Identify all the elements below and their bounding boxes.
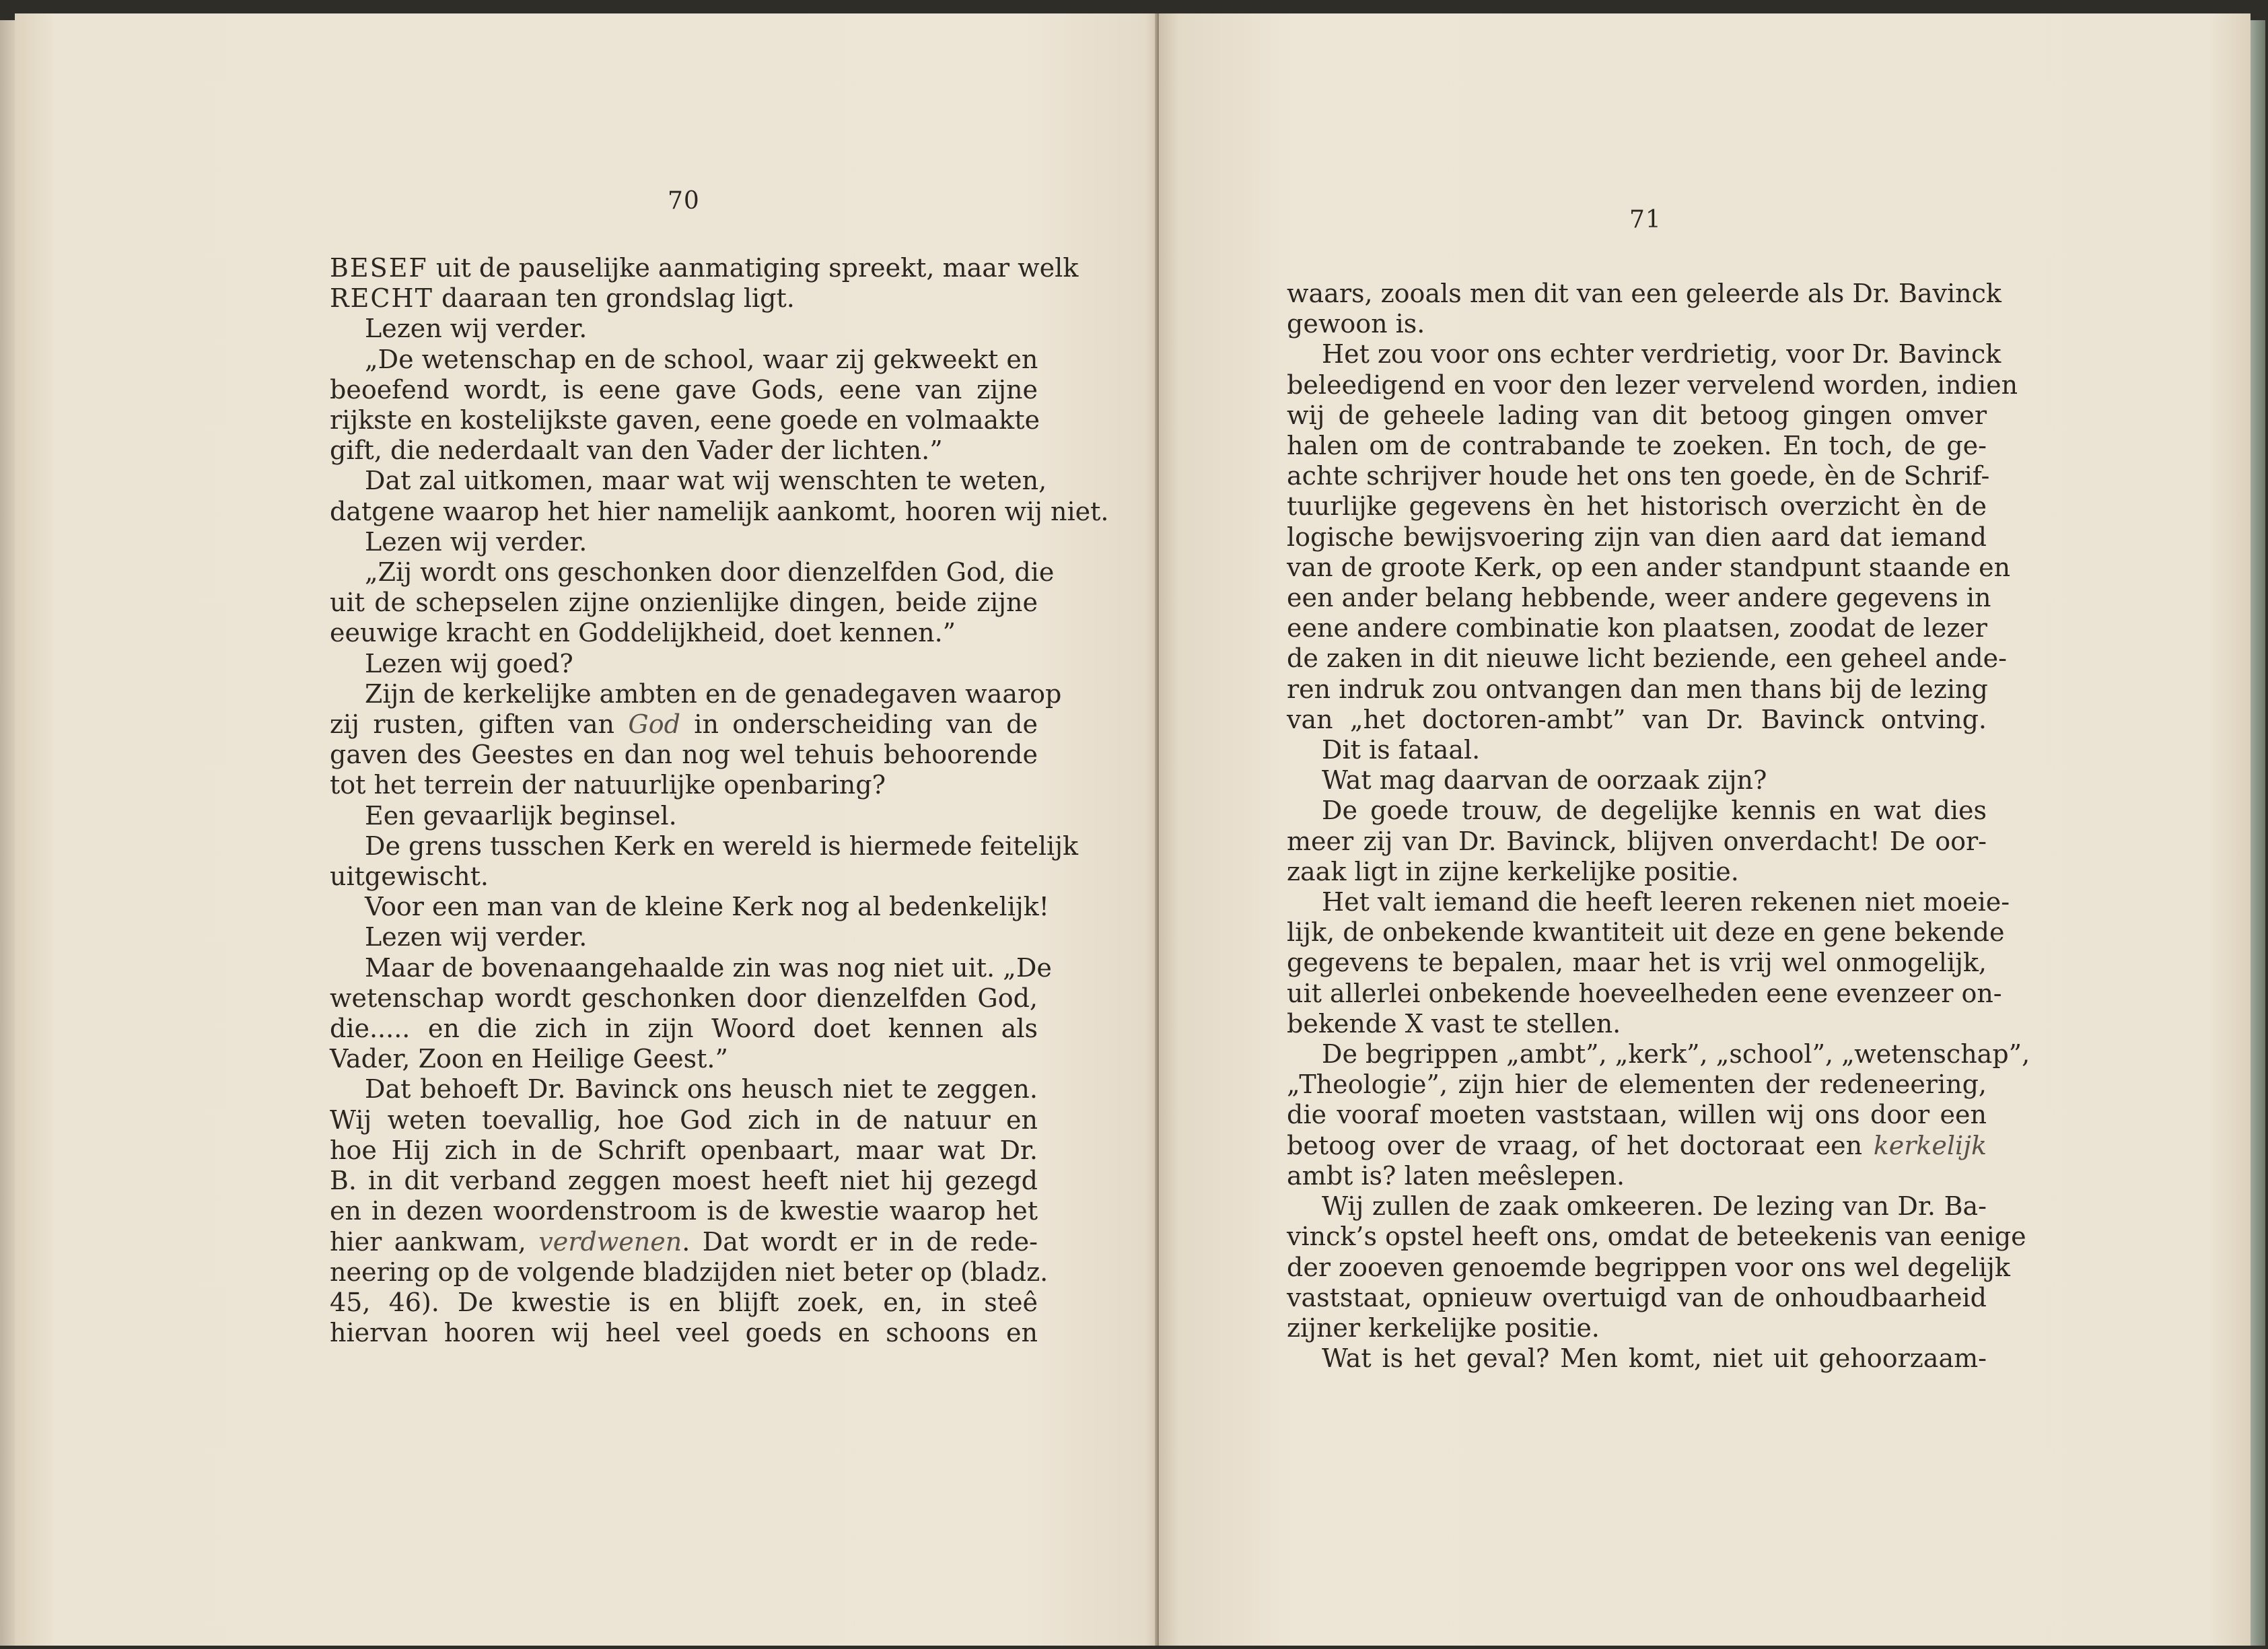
right-page [1159,13,2251,1646]
text-line [330,678,1062,709]
text-line [1287,765,1987,796]
text-run: Voor een man van de kleine Kerk nog al bedenkelijk! [365,892,1049,922]
text-run: gegevens te bepalen, maar het is vrij wel onmogelijk, [1287,948,1987,978]
text-run: uit allerlei onbekende hoeveelheden eene evenzeer on- [1287,978,2002,1008]
text-run: tuurlijke gegevens èn het historisch overzicht èn de [1287,491,1987,522]
italic-emphasis: verdwenen [538,1226,682,1257]
text-run: Maar de bovenaangehaalde zin was nog niet uit. „De [365,952,1052,983]
text-run: meer zij van Dr. Bavinck, blijven onverdacht! De oor- [1287,826,1987,856]
text-run: eene andere combinatie kon plaatsen, zoodat de lezer [1287,613,1987,643]
text-run: datgene waarop het hier namelijk aankomt, hooren wij niet. [330,496,1109,526]
text-run: van „het doctoren-ambt” van Dr. Bavinck ontving. [1287,704,1987,734]
text-line [1287,735,1987,765]
text-run: neering op de volgende bladzijden niet beter op (bladz. [330,1257,1049,1287]
text-run: uit de schepselen zijne onzienlijke dingen, beide zijne [330,588,1038,618]
text-line [330,1288,1038,1318]
text-run: gaven des Geestes en dan nog wel tehuis behoorende [330,740,1038,770]
text-line [330,952,1052,983]
text-line [330,345,1038,375]
small-caps-word: BESEF [330,253,428,283]
text-line [1287,827,1987,857]
text-run: Dat zal uitkomen, maar wat wij wenschten te weten, [365,466,1047,496]
left-page [15,13,1159,1646]
text-line [330,1227,1038,1257]
text-run: Lezen wij verder. [365,314,588,344]
text-run: gift, die nederdaalt van den Vader der lichten.” [330,435,943,466]
text-line [1287,1283,1987,1313]
text-run: een ander belang hebbende, weer andere gegevens in [1287,583,1991,613]
text-line [1287,613,1987,643]
text-run: in onderscheiding van de [680,709,1038,740]
text-run: Lezen wij verder. [365,526,588,557]
text-line [330,496,1109,527]
text-line [1287,643,2007,674]
text-line [1287,978,2002,1009]
text-line [1287,705,1987,735]
text-run: der zooeven genoemde begrippen voor ons wel degelijk [1287,1252,2010,1282]
text-line [1287,1252,2010,1283]
left-page-text [330,253,1109,1348]
text-run: eeuwige kracht en Goddelijkheid, doet kennen.” [330,618,956,648]
text-run: en in dezen woordenstroom is de kwestie waarop het [330,1196,1038,1226]
text-line [330,375,1038,405]
text-line [330,1166,1038,1196]
page-number-left: 70 [668,187,700,215]
text-run: Lezen wij verder. [365,922,588,952]
text-line [330,618,1038,648]
text-line [330,527,1038,557]
text-run: Vader, Zoon en Heilige Geest.” [330,1044,728,1074]
page-number-right: 71 [1629,206,1662,234]
text-line [330,557,1055,588]
text-run: die vooraf moeten vaststaan, willen wij ons door een [1287,1100,1987,1130]
text-run: achte schrijver houde het ons ten goede, èn de Schrif- [1287,461,1990,491]
text-line [330,1318,1038,1348]
text-run: ambt is? laten meêslepen. [1287,1160,1625,1191]
text-run: Dat behoeft Dr. Bavinck ons heusch niet te zeggen. [365,1074,1038,1104]
text-line [330,892,1049,922]
text-run: beoefend wordt, is eene gave Gods, eene van zijne [330,374,1038,405]
text-run: Wij zullen de zaak omkeeren. De lezing van Dr. Ba- [1322,1191,1987,1222]
text-line [1287,674,1987,705]
text-line [330,283,1038,314]
text-line [1287,887,2010,917]
text-run: daaraan ten grondslag ligt. [433,283,795,314]
text-run: Lezen wij goed? [365,648,573,678]
text-line [330,405,1038,435]
text-line [330,1105,1038,1135]
text-run: ren indruk zou ontvangen dan men thans bij de lezing [1287,674,1988,704]
text-run: betoog over de vraag, of het doctoraat een [1287,1130,1874,1160]
text-line [1287,1222,2026,1252]
text-line [330,1014,1038,1044]
text-line [1287,370,2018,400]
text-run: hier aankwam, [330,1226,539,1257]
text-run: rijkste en kostelijkste gaven, eene goede en volmaakte [330,405,1040,435]
text-run: waars, zooals men dit van een geleerde als Dr. Bavinck [1287,279,2001,308]
text-line [1287,1069,1987,1100]
text-run: De grens tusschen Kerk en wereld is hiermede feitelijk [365,831,1079,861]
text-line [1287,1131,1987,1161]
text-run: lijk, de onbekende kwantiteit uit deze en gene bekende [1287,917,2005,948]
text-line [1287,1343,1987,1374]
text-line [1287,1161,1987,1191]
text-line [330,466,1047,496]
text-run: „Zij wordt ons geschonken door dienzelfden God, die [365,557,1055,588]
text-run: hiervan hooren wij heel veel goeds en schoons en [330,1318,1038,1348]
text-run: uit de pauselijke aanmatiging spreekt, maar welk [427,253,1079,283]
page-stack-edge-left [0,20,15,1646]
text-line [330,1044,1038,1074]
text-run: Zijn de kerkelijke ambten en de genadegaven waarop [365,678,1062,709]
text-run: hoe Hij zich in de Schrift openbaart, maar wat Dr. [330,1135,1038,1165]
text-run: van de groote Kerk, op een ander standpunt staande en [1287,552,2011,582]
text-line [330,1257,1049,1288]
text-line [330,862,1038,892]
text-line [330,740,1038,770]
text-line [330,709,1038,740]
text-line [330,1074,1038,1104]
text-line [1287,400,1987,431]
text-line [1287,1039,2030,1069]
text-line [330,801,1038,831]
text-run: Het valt iemand die heeft leeren rekenen niet moeie- [1322,887,2010,917]
text-run: die..... en die zich in zijn Woord doet kennen als [330,1014,1038,1044]
text-line [330,314,1038,344]
text-line [1287,491,1987,522]
italic-emphasis: God [628,709,680,740]
text-line [330,922,1038,952]
text-line [1287,1009,1987,1039]
text-line [330,1196,1038,1226]
text-run: B. in dit verband zeggen moest heeft niet hij gezegd [330,1166,1038,1196]
text-run: Dit is fataal. [1322,735,1481,765]
text-line [1287,309,1987,339]
text-line [330,770,1038,800]
text-run: halen om de contrabande te zoeken. En toch, de ge- [1287,431,1987,461]
text-run: Een gevaarlijk beginsel. [365,800,677,831]
text-run: zaak ligt in zijne kerkelijke positie. [1287,856,1739,886]
text-line [330,435,1038,466]
text-run: gewoon is. [1287,309,1425,339]
text-run: vaststaat, opnieuw overtuigd van de onhoudbaarheid [1287,1282,1987,1312]
text-line [1287,948,1987,978]
text-run: De begrippen „ambt”, „kerk”, „school”, „wetenschap”, [1322,1039,2030,1069]
text-run: „Theologie”, zijn hier de elementen der redeneering, [1287,1069,1987,1100]
text-run: De goede trouw, de degelijke kennis en wat dies [1322,796,1987,826]
text-line [1287,796,1987,826]
text-line [1287,857,1987,887]
text-run: Wat is het geval? Men komt, niet uit gehoorzaam- [1322,1343,1987,1374]
text-run: zijner kerkelijke positie. [1287,1312,1600,1343]
text-line [1287,552,2011,583]
right-page-text [1287,279,2030,1374]
text-line [1287,1191,1987,1222]
text-line [1287,522,1987,553]
small-caps-word: RECHT [330,283,433,314]
text-run: tot het terrein der natuurlijke openbaring? [330,770,886,800]
text-run: de zaken in dit nieuwe licht beziende, een geheel ande- [1287,643,2007,674]
text-line [1287,917,2005,948]
text-line [330,1135,1038,1166]
text-run: Het zou voor ons echter verdrietig, voor Dr. Bavinck [1322,339,2001,370]
text-run: „De wetenschap en de school, waar zij gekweekt en [365,344,1038,374]
text-run: Wij weten toevallig, hoe God zich in de natuur en [330,1104,1038,1135]
text-line [1287,431,1987,461]
text-run: logische bewijsvoering zijn van dien aard dat iemand [1287,522,1987,552]
text-run: Wat mag daarvan de oorzaak zijn? [1322,765,1767,796]
text-run: . Dat wordt er in de rede- [682,1226,1038,1257]
text-run: vinck’s opstel heeft ons, omdat de beteekenis van eenige [1287,1222,2026,1252]
text-run: zij rusten, giften van [330,709,629,740]
text-line [1287,279,2001,309]
text-line [330,253,1079,283]
text-line [1287,1313,1987,1343]
book-cover-edge-right [2251,20,2265,1646]
text-run: beleedigend en voor den lezer vervelend worden, indien [1287,370,2018,400]
text-run: bekende X vast te stellen. [1287,1008,1621,1039]
text-line [1287,461,1990,491]
text-run: wij de geheele lading van dit betoog gingen omver [1287,400,1987,430]
text-line [330,588,1038,618]
text-run: wetenschap wordt geschonken door dienzelfden God, [330,983,1038,1013]
text-run: 45, 46). De kwestie is en blijft zoek, en, in steê [330,1287,1038,1317]
text-line [330,831,1079,862]
text-line [330,983,1038,1014]
text-line [330,649,1038,679]
italic-emphasis: kerkelijk [1873,1130,1987,1160]
text-run: uitgewischt. [330,862,489,892]
text-line [1287,583,1991,613]
text-line [1287,1100,1987,1130]
text-line [1287,339,2001,370]
